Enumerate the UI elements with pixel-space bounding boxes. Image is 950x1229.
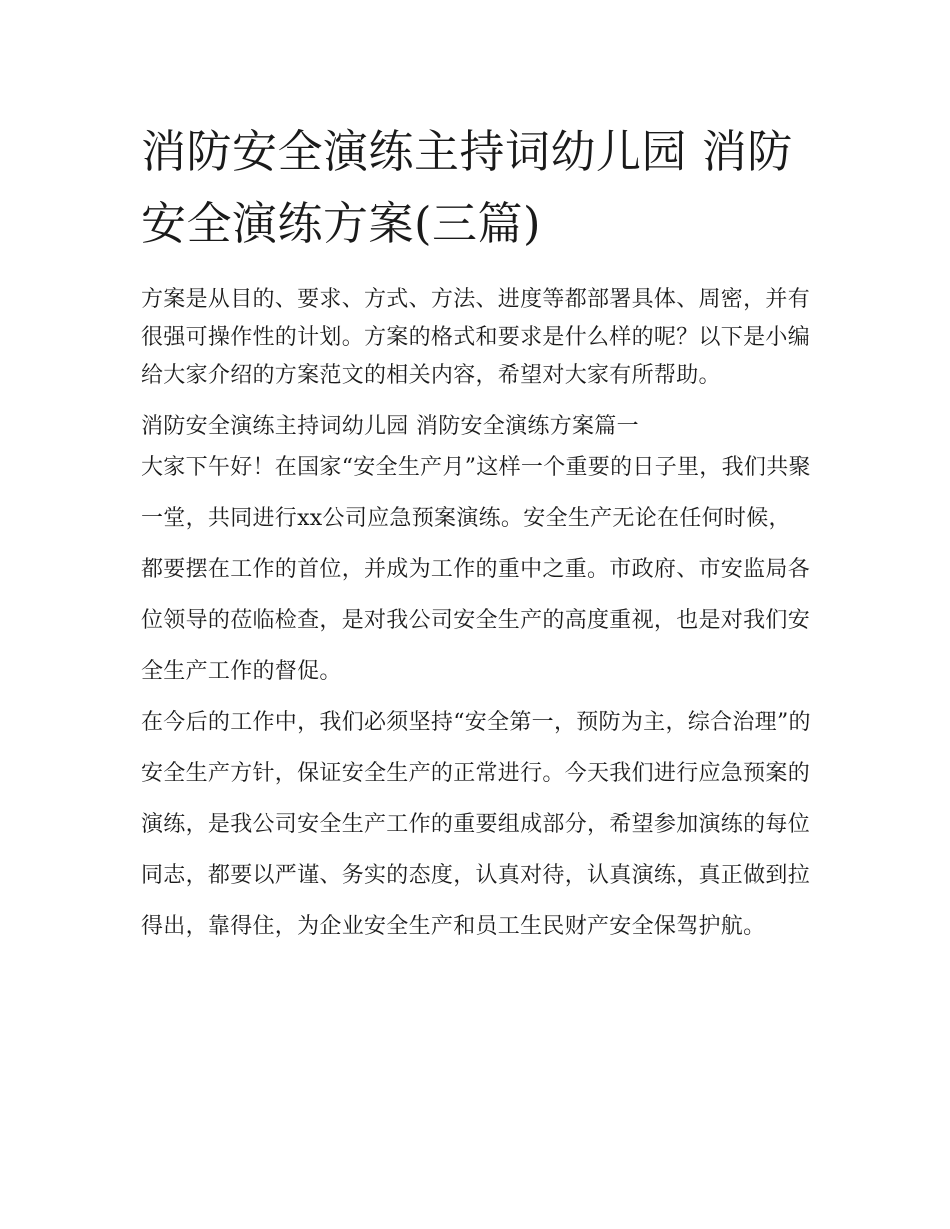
document-title: 消防安全演练主持词幼儿园 消防安全演练方案(三篇) bbox=[141, 125, 793, 250]
intro-paragraph: 方案是从目的、要求、方式、方法、进度等都部署具体、周密，并有很强可操作性的计划。方案的格式和要求是什么样的呢？以下是小编给大家介绍的方案范文的相关内容，希望对大家有所帮助。 bbox=[141, 287, 811, 388]
body-paragraph: 大家下午好！在国家“安全生产月”这样一个重要的日子里，我们共聚一堂，共同进行xx公司应急预案演练。安全生产无论在任何时候，都要摆在工作的首位，并成为工作的重中之重。市政府、市安监局各位领导的莅临检查，是对我公司安全生产的高度重视，也是对我们安全生产工作的督促。 bbox=[141, 455, 811, 684]
body-paragraph: 在今后的工作中，我们必须坚持“安全第一，预防为主，综合治理”的安全生产方针，保证安全生产的正常进行。今天我们进行应急预案的演练，是我公司安全生产工作的重要组成部分，希望参加演练的每位同志，都要以严谨、务实的态度，认真对待，认真演练，真正做到拉得出，靠得住，为企业安全生产和员工生民财产安全保驾护航。 bbox=[141, 710, 811, 939]
section-heading: 消防安全演练主持词幼儿园 消防安全演练方案篇一 bbox=[141, 414, 639, 439]
document-body bbox=[141, 281, 813, 952]
